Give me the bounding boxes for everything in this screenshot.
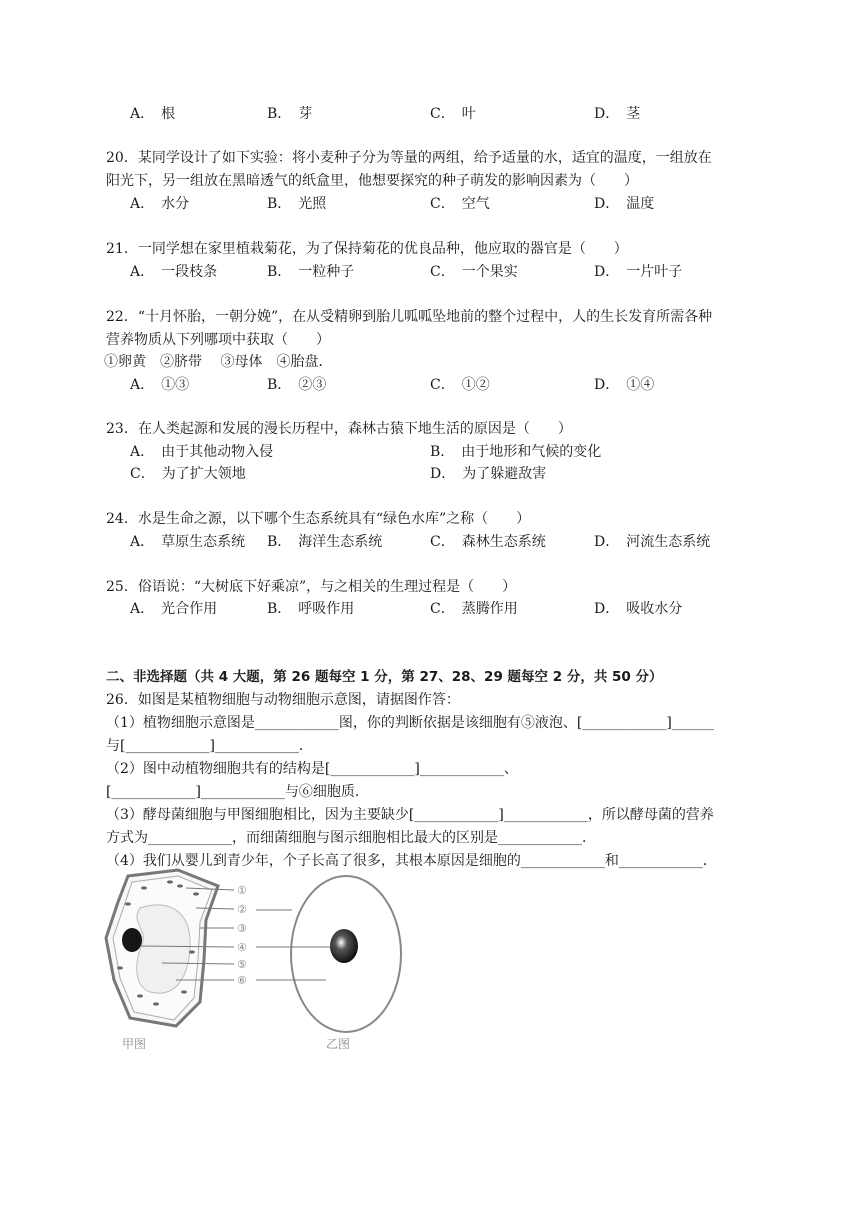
option-a: A． 草原生态系统 <box>130 534 246 550</box>
option-c: C． 叶 <box>430 106 476 122</box>
fill-in-line: （1）植物细胞示意图是____________图，你的判断依据是该细胞有⑤液泡、[____________]______ <box>106 715 714 731</box>
option-d: D． 为了躲避敌害 <box>430 466 547 482</box>
option-d: D． ①④ <box>594 377 655 393</box>
option-d: D． 温度 <box>594 196 655 212</box>
option-c: C． ①② <box>430 377 490 393</box>
caption-left: 甲图 <box>122 1037 147 1051</box>
section-heading: 二、非选择题（共 4 大题，第 26 题每空 1 分，第 27、28、29 题每空 2 分，共 50 分） <box>106 669 663 685</box>
question-choices: ①卵黄 ②脐带 ③母体 ④胎盘． <box>104 354 333 370</box>
plant-cell <box>106 870 234 1026</box>
fill-in-line: （3）酵母菌细胞与甲图细胞相比，因为主要缺少[____________]____________，所以酵母菌的营养 <box>106 807 714 823</box>
option-b: B． 光照 <box>267 196 327 212</box>
option-c: C． 一个果实 <box>430 264 518 280</box>
animal-cell <box>256 876 401 1032</box>
option-c: C． 空气 <box>430 196 490 212</box>
option-a: A． 水分 <box>130 196 190 212</box>
label-4: ④ <box>237 941 247 954</box>
question-text: 25．俗语说：“大树底下好乘凉”，与之相关的生理过程是（ ） <box>106 579 517 595</box>
option-a: A． 光合作用 <box>130 601 218 617</box>
fill-in-line: [____________]____________与⑥细胞质． <box>106 784 369 800</box>
label-5: ⑤ <box>237 958 247 971</box>
option-b: B． 由于地形和气候的变化 <box>430 444 602 460</box>
question-text: 23．在人类起源和发展的漫长历程中，森林古猿下地生活的原因是（ ） <box>106 421 572 437</box>
option-b: B． ②③ <box>267 377 327 393</box>
label-6: ⑥ <box>237 974 247 987</box>
option-b: B． 呼吸作用 <box>267 601 355 617</box>
option-b: B． 芽 <box>267 106 313 122</box>
question-text: 营养物质从下列哪项中获取（ ） <box>106 332 330 348</box>
question-text: 22．“十月怀胎，一朝分娩”，在从受精卵到胎儿呱呱坠地前的整个过程中，人的生长发育所需各种 <box>106 309 713 325</box>
animal-nucleus <box>330 929 358 963</box>
label-3: ③ <box>237 922 247 935</box>
label-2: ② <box>237 903 247 916</box>
plant-nucleus <box>122 928 142 952</box>
fill-in-line: 与[____________]____________． <box>106 738 313 754</box>
question-text: 21．一同学想在家里植栽菊花，为了保持菊花的优良品种，他应取的器官是（ ） <box>106 241 628 257</box>
fill-in-line: 方式为____________，而细菌细胞与图示细胞相比最大的区别是____________． <box>106 830 596 846</box>
question-text: 20．某同学设计了如下实验：将小麦种子分为等量的两组，给予适量的水，适宜的温度，一组放在 <box>106 150 712 166</box>
question-text: 26．如图是某植物细胞与动物细胞示意图，请据图作答： <box>106 692 460 708</box>
option-d: D． 一片叶子 <box>594 264 683 280</box>
question-text: 阳光下，另一组放在黑暗透气的纸盒里，他想要探究的种子萌发的影响因素为（ ） <box>106 173 638 189</box>
question-text: 24．水是生命之源，以下哪个生态系统具有“绿色水库”之称（ ） <box>106 511 531 527</box>
option-b: B． 一粒种子 <box>267 264 355 280</box>
option-b: B． 海洋生态系统 <box>267 534 383 550</box>
label-1: ① <box>237 884 247 897</box>
diagram-labels <box>237 884 247 987</box>
option-d: D． 茎 <box>594 106 641 122</box>
option-a: A． 由于其他动物入侵 <box>130 444 274 460</box>
option-a: A． 根 <box>130 106 176 122</box>
option-a: A． 一段枝条 <box>130 264 218 280</box>
option-c: C． 蒸腾作用 <box>430 601 518 617</box>
option-a: A． ①③ <box>130 377 190 393</box>
fill-in-line: （2）图中动植物细胞共有的结构是[____________]____________、 <box>106 761 518 777</box>
option-d: D． 吸收水分 <box>594 601 683 617</box>
cell-diagram-figure <box>100 868 420 1058</box>
caption-right: 乙图 <box>326 1037 351 1051</box>
option-c: C． 森林生态系统 <box>430 534 546 550</box>
option-d: D． 河流生态系统 <box>594 534 711 550</box>
fill-in-line: （4）我们从婴儿到青少年，个子长高了很多，其根本原因是细胞的____________和____________． <box>106 853 717 869</box>
option-c: C． 为了扩大领地 <box>130 466 246 482</box>
